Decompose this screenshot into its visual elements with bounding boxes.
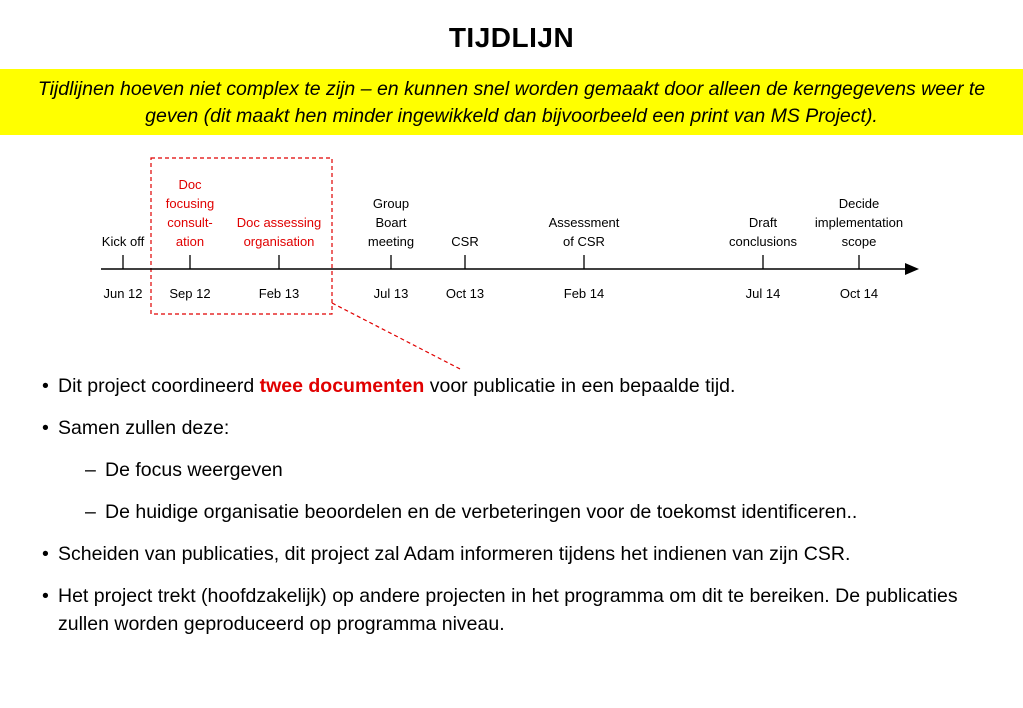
milestone	[102, 234, 145, 301]
bullet-text: Scheiden van publicaties, dit project zal Adam informeren tijdens het indienen van zijn CSR.	[58, 543, 851, 565]
milestone-label: meeting	[367, 234, 415, 249]
milestone-label: Doc assessing	[236, 215, 322, 230]
bullet-item	[40, 372, 980, 400]
milestone-label: of CSR	[563, 234, 605, 249]
dash-marker: –	[85, 501, 96, 523]
bullet-text: Dit project coordineerd	[58, 375, 260, 397]
milestone-label: consult-	[167, 215, 213, 230]
milestone-label: ation	[175, 234, 205, 249]
timeline-arrowhead	[905, 263, 919, 275]
milestone-date: Sep 12	[169, 286, 211, 301]
bullet-text: voor publicatie in een bepaalde tijd.	[424, 375, 736, 397]
highlighted-text: twee documenten	[259, 375, 425, 397]
bullet-item	[40, 582, 980, 638]
milestone	[549, 215, 620, 301]
intro-banner: Tijdlijnen hoeven niet complex te zijn – en kunnen snel worden gemaakt door alleen de kerngegevens weer te geven (dit maakt hen minder ingewikkeld dan bijvoorbeeld een print van MS Project).	[0, 69, 1023, 135]
bullet-text: Het project trekt (hoofdzakelijk) op andere projecten in het programma om dit te bereiken. De publicaties zullen worden geproduceerd op programma niveau.	[58, 585, 958, 635]
milestone	[446, 234, 484, 301]
milestone	[166, 177, 214, 301]
milestone-date: Jun 12	[103, 286, 143, 301]
milestone-label: scope	[841, 234, 877, 249]
highlight-connector	[332, 303, 462, 370]
page-title: TIJDLIJN	[448, 22, 575, 53]
milestone-label: CSR	[451, 234, 479, 249]
milestone-label: Doc	[178, 177, 202, 192]
milestone-date: Feb 13	[258, 286, 300, 301]
milestone-label: implementation	[814, 215, 904, 230]
milestone	[729, 215, 797, 301]
milestone-label: Boart	[375, 215, 407, 230]
milestone-date: Jul 14	[745, 286, 781, 301]
bullet-item	[40, 540, 980, 568]
milestone-label: Decide	[838, 196, 880, 211]
bullet-text: De focus weergeven	[105, 459, 283, 481]
milestone	[815, 196, 903, 301]
milestone-label: Kick off	[101, 234, 145, 249]
milestones	[102, 177, 903, 301]
milestone-date: Jul 13	[373, 286, 409, 301]
milestone-label: Assessment	[548, 215, 620, 230]
bullet-item	[40, 414, 980, 442]
milestone	[237, 215, 322, 301]
milestone	[368, 196, 414, 301]
milestone-label: Group	[372, 196, 410, 211]
milestone-date: Oct 13	[445, 286, 485, 301]
bullet-text: Samen zullen deze:	[58, 417, 230, 439]
dash-marker: –	[85, 459, 96, 481]
milestone-label: Draft	[748, 215, 778, 230]
bullet-list	[40, 372, 980, 652]
milestone-label: conclusions	[729, 234, 797, 249]
milestone-date: Feb 14	[563, 286, 605, 301]
milestone-label: focusing	[165, 196, 215, 211]
sub-bullet-item	[40, 498, 980, 526]
bullet-text: De huidige organisatie beoordelen en de verbeteringen voor de toekomst identificeren..	[105, 501, 858, 523]
sub-bullet-item	[40, 456, 980, 484]
milestone-label: organisation	[243, 234, 315, 249]
milestone-date: Oct 14	[839, 286, 879, 301]
